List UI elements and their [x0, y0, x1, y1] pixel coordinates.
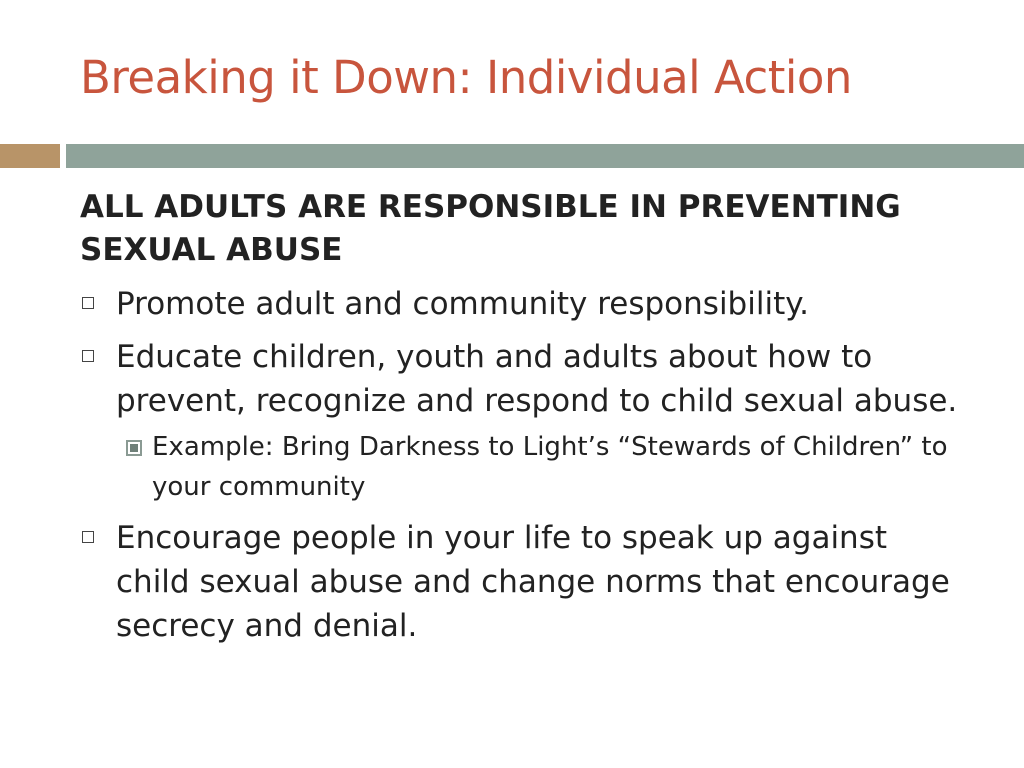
hollow-square-icon — [82, 297, 94, 309]
section-heading-line-2: SEXUAL ABUSE — [80, 232, 343, 268]
filled-square-icon — [126, 440, 142, 456]
bullet-text: Educate children, youth and adults about how to prevent, recognize and respond to child sexual abuse. — [116, 339, 958, 419]
bullet-item — [80, 282, 960, 326]
section-heading — [80, 186, 960, 272]
bullet-item — [80, 516, 960, 648]
hollow-square-icon — [82, 531, 94, 543]
hollow-square-icon — [82, 350, 94, 362]
slide-content — [80, 186, 960, 657]
bullet-list — [80, 282, 960, 648]
divider-accent-left — [0, 144, 60, 168]
section-heading-line-1: ALL ADULTS ARE RESPONSIBLE IN PREVENTING — [80, 189, 901, 225]
bullet-text: Encourage people in your life to speak up against child sexual abuse and change norms that encourage secrecy and denial. — [116, 520, 950, 644]
sub-bullet-item — [118, 427, 960, 507]
sub-bullet-text: Example: Bring Darkness to Light’s “Stewards of Children” to your community — [152, 432, 948, 502]
slide-title: Breaking it Down: Individual Action — [80, 51, 852, 104]
divider-accent-right — [66, 144, 1024, 168]
bullet-item — [80, 335, 960, 507]
bullet-text: Promote adult and community responsibility. — [116, 286, 810, 322]
sub-bullet-list — [116, 427, 960, 507]
